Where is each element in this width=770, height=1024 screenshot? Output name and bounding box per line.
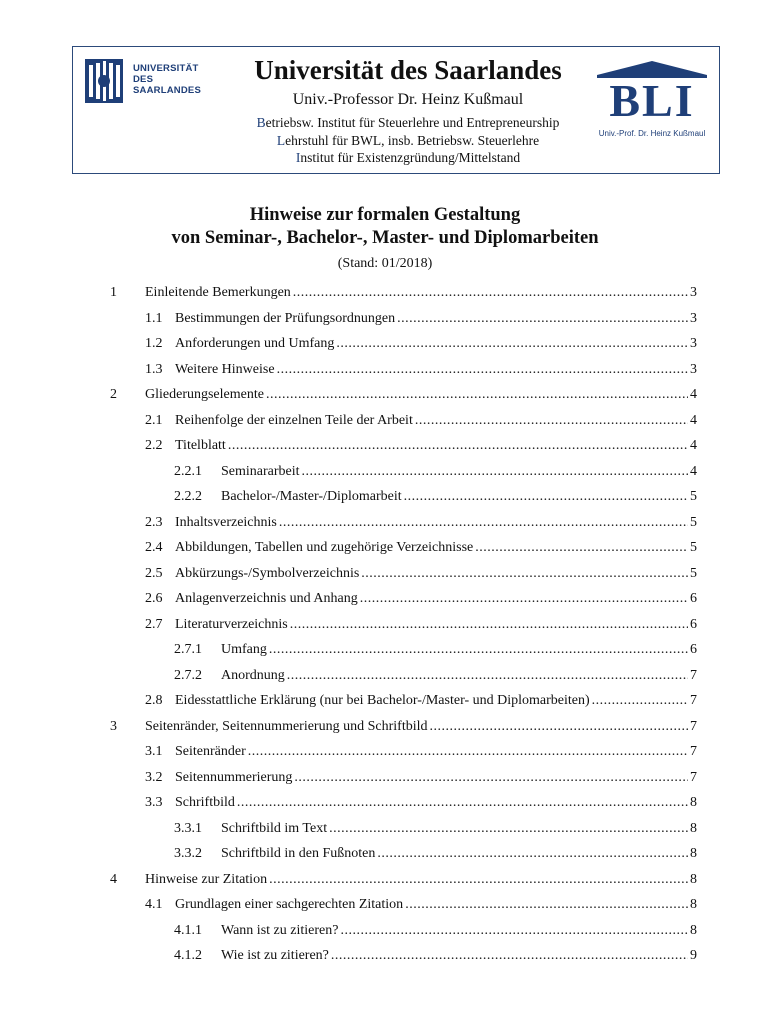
toc-entry-title: Abbildungen, Tabellen und zugehörige Verzeichnisse <box>175 540 474 555</box>
toc-entry-page: 4 <box>690 463 697 479</box>
university-title: Universität des Saarlandes <box>254 55 562 85</box>
dot-leader <box>293 285 688 301</box>
toc-entry-number: 2.2 <box>145 438 163 453</box>
dot-leader <box>228 438 688 454</box>
toc-entry-title: Einleitende Bemerkungen <box>145 285 291 300</box>
document-title-line-1: Hinweise zur formalen Gestaltung <box>249 205 521 225</box>
toc-entry-page: 9 <box>690 948 697 963</box>
dot-leader <box>279 515 688 531</box>
toc-entry[interactable] <box>145 387 697 405</box>
toc-entry-number: 2.8 <box>145 693 163 708</box>
dot-leader <box>248 744 688 760</box>
dot-leader <box>269 642 688 658</box>
department-text: nstitut für Existenzgründung/Mittelstand <box>300 150 521 165</box>
department-initial: L <box>276 133 286 148</box>
bli-logo-text: BLI <box>609 75 695 126</box>
toc-entry-page: 5 <box>690 489 697 504</box>
toc-entry-number: 2.1 <box>145 412 163 428</box>
toc-entry-page: 8 <box>690 922 697 938</box>
toc-entry[interactable] <box>175 438 697 456</box>
department-initial: B <box>256 115 266 130</box>
toc-entry[interactable] <box>175 540 697 558</box>
university-logo-text <box>133 63 201 96</box>
toc-entry-title: Anordnung <box>221 667 285 683</box>
toc-entry-title: Eidesstattliche Erklärung (nur bei Bachelor-/Master- und Diplomarbeiten) <box>175 693 590 708</box>
professor-name: Univ.-Professor Dr. Heinz Kußmaul <box>292 91 524 108</box>
dot-leader <box>266 387 688 403</box>
toc-entry-number: 2.7 <box>145 616 163 632</box>
toc-entry-title: Schriftbild im Text <box>221 820 328 836</box>
toc-entry[interactable] <box>175 336 697 354</box>
dot-leader <box>360 591 688 607</box>
document-title-line-2: von Seminar-, Bachelor-, Master- und Diplomarbeiten <box>171 228 599 248</box>
toc-entry-number: 2.7.2 <box>174 667 202 683</box>
toc-entry-number: 4 <box>110 871 117 887</box>
toc-entry-page: 5 <box>690 514 697 530</box>
toc-entry[interactable] <box>221 948 697 966</box>
toc-entry-page: 7 <box>690 718 697 734</box>
university-crest-icon <box>83 55 125 107</box>
toc-entry-title: Seminararbeit <box>221 463 300 479</box>
letterhead <box>72 46 720 174</box>
toc-entry-page: 4 <box>690 438 697 453</box>
toc-entry-page: 8 <box>690 820 697 836</box>
department-text: etriebsw. Institut für Steuerlehre und Entrepreneurship <box>265 115 560 130</box>
toc-entry-page: 3 <box>690 361 697 377</box>
toc-entry[interactable] <box>221 846 697 864</box>
department-line <box>223 133 593 149</box>
toc-entry-number: 2.7.1 <box>174 642 202 657</box>
logo-line: UNIVERSITÄT <box>133 63 199 74</box>
dot-leader <box>340 923 688 939</box>
toc-entry[interactable] <box>221 821 697 839</box>
toc-entry-title: Schriftbild in den Fußnoten <box>221 846 376 861</box>
toc-entry-title: Umfang <box>221 642 267 657</box>
toc-entry-title: Weitere Hinweise <box>175 361 275 377</box>
toc-entry[interactable] <box>175 311 697 329</box>
toc-entry[interactable] <box>175 795 697 813</box>
toc-entry-title: Abkürzungs-/Symbolverzeichnis <box>175 565 360 581</box>
toc-entry-title: Grundlagen einer sachgerechten Zitation <box>175 897 404 912</box>
toc-entry-page: 8 <box>690 846 697 861</box>
toc-entry-number: 2.3 <box>145 514 163 530</box>
dot-leader <box>415 413 688 429</box>
toc-entry-page: 3 <box>690 336 697 351</box>
toc-entry-title: Schriftbild <box>175 795 235 810</box>
toc-entry-title: Gliederungselemente <box>145 387 264 402</box>
toc-entry-number: 3.2 <box>145 769 163 785</box>
dot-leader <box>592 693 688 709</box>
toc-entry[interactable] <box>175 413 697 431</box>
toc-entry-number: 2.6 <box>145 591 163 606</box>
toc-entry-title: Hinweise zur Zitation <box>145 871 268 887</box>
dot-leader <box>361 566 688 582</box>
toc-entry[interactable] <box>175 515 697 533</box>
toc-entry[interactable] <box>221 642 697 660</box>
toc-entry-page: 3 <box>690 285 697 300</box>
toc-entry-number: 2.2.1 <box>174 463 202 479</box>
toc-entry[interactable] <box>175 693 697 711</box>
dot-leader <box>429 719 688 735</box>
dot-leader <box>405 897 688 913</box>
toc-entry-number: 1.2 <box>145 336 163 351</box>
toc-entry[interactable] <box>175 362 697 380</box>
toc-entry-title: Anlagenverzeichnis und Anhang <box>175 591 358 606</box>
document-date: (Stand: 01/2018) <box>337 256 433 271</box>
toc-entry-page: 8 <box>690 795 697 810</box>
toc-entry-number: 1.3 <box>145 361 163 377</box>
toc-entry-number: 3.1 <box>145 744 163 759</box>
department-line <box>223 115 593 131</box>
toc-entry-number: 3.3 <box>145 795 163 810</box>
toc-entry[interactable] <box>145 872 697 890</box>
toc-entry-page: 5 <box>690 540 697 555</box>
toc-entry[interactable] <box>145 285 697 303</box>
toc-entry-title: Anforderungen und Umfang <box>175 336 335 351</box>
dot-leader <box>331 948 688 964</box>
toc-entry[interactable] <box>221 923 697 941</box>
toc-entry-page: 6 <box>690 642 697 657</box>
dot-leader <box>287 668 688 684</box>
toc-entry-page: 7 <box>690 667 697 683</box>
dot-leader <box>336 336 688 352</box>
toc-entry-title: Inhaltsverzeichnis <box>175 514 277 530</box>
toc-entry-number: 3.3.1 <box>174 820 202 836</box>
toc-entry[interactable] <box>175 591 697 609</box>
dot-leader <box>290 617 688 633</box>
toc-entry-number: 2.4 <box>145 540 163 555</box>
toc-entry[interactable] <box>175 617 697 635</box>
bli-logo-subtitle: Univ.-Prof. Dr. Heinz Kußmaul <box>598 129 706 138</box>
toc-entry-page: 7 <box>690 769 697 785</box>
toc-entry-number: 4.1.1 <box>174 922 202 938</box>
toc-entry-title: Bestimmungen der Prüfungsordnungen <box>175 310 396 326</box>
toc-entry-title: Reihenfolge der einzelnen Teile der Arbeit <box>175 412 413 428</box>
department-line <box>223 150 593 166</box>
toc-entry[interactable] <box>175 770 697 788</box>
toc-entry-title: Titelblatt <box>175 438 226 453</box>
toc-entry-title: Wann ist zu zitieren? <box>221 922 339 938</box>
toc-entry-page: 3 <box>690 310 697 326</box>
dot-leader <box>294 770 688 786</box>
toc-entry-number: 2.2.2 <box>174 489 202 504</box>
toc-entry-number: 3.3.2 <box>174 846 202 861</box>
toc-entry[interactable] <box>175 744 697 762</box>
dot-leader <box>397 311 688 327</box>
dot-leader <box>475 540 688 556</box>
dot-leader <box>302 464 688 480</box>
toc-entry-number: 2.5 <box>145 565 163 581</box>
department-initial: I <box>295 150 301 165</box>
toc-entry[interactable] <box>221 464 697 482</box>
toc-entry-page: 4 <box>690 412 697 428</box>
dot-leader <box>377 846 688 862</box>
toc-entry-page: 8 <box>690 897 697 912</box>
toc-entry-title: Seitenränder, Seitennummerierung und Schriftbild <box>145 718 428 734</box>
logo-line: DES <box>133 74 154 85</box>
toc-entry-page: 8 <box>690 871 697 887</box>
toc-entry[interactable] <box>175 566 697 584</box>
department-text: ehrstuhl für BWL, insb. Betriebsw. Steuerlehre <box>285 133 540 148</box>
toc-entry-number: 3 <box>110 718 117 734</box>
toc-entry[interactable] <box>221 668 697 686</box>
dot-leader <box>404 489 688 505</box>
toc-entry-number: 1 <box>110 285 117 300</box>
dot-leader <box>329 821 688 837</box>
toc-entry-number: 4.1.2 <box>174 948 202 963</box>
toc-entry-number: 1.1 <box>145 310 163 326</box>
toc-entry[interactable] <box>221 489 697 507</box>
toc-entry-title: Literaturverzeichnis <box>175 616 288 632</box>
toc-entry-number: 2 <box>110 387 117 402</box>
toc-entry-page: 7 <box>690 744 697 759</box>
toc-entry-page: 6 <box>690 616 697 632</box>
toc-entry-title: Seitennummerierung <box>175 769 293 785</box>
bli-logo <box>593 59 711 147</box>
toc-entry-title: Wie ist zu zitieren? <box>221 948 329 963</box>
dot-leader <box>269 872 688 888</box>
university-logo <box>83 55 215 111</box>
dot-leader <box>237 795 688 811</box>
toc-entry-page: 4 <box>690 387 697 402</box>
toc-entry-title: Seitenränder <box>175 744 246 759</box>
toc-entry-page: 6 <box>690 591 697 606</box>
toc-entry-number: 4.1 <box>145 897 163 912</box>
toc-entry-page: 5 <box>690 565 697 581</box>
logo-line: SAARLANDES <box>133 85 201 96</box>
toc-entry-title: Bachelor-/Master-/Diplomarbeit <box>221 489 402 504</box>
toc-entry-page: 7 <box>690 693 697 708</box>
toc-entry[interactable] <box>145 719 697 737</box>
toc-entry[interactable] <box>175 897 697 915</box>
dot-leader <box>277 362 688 378</box>
